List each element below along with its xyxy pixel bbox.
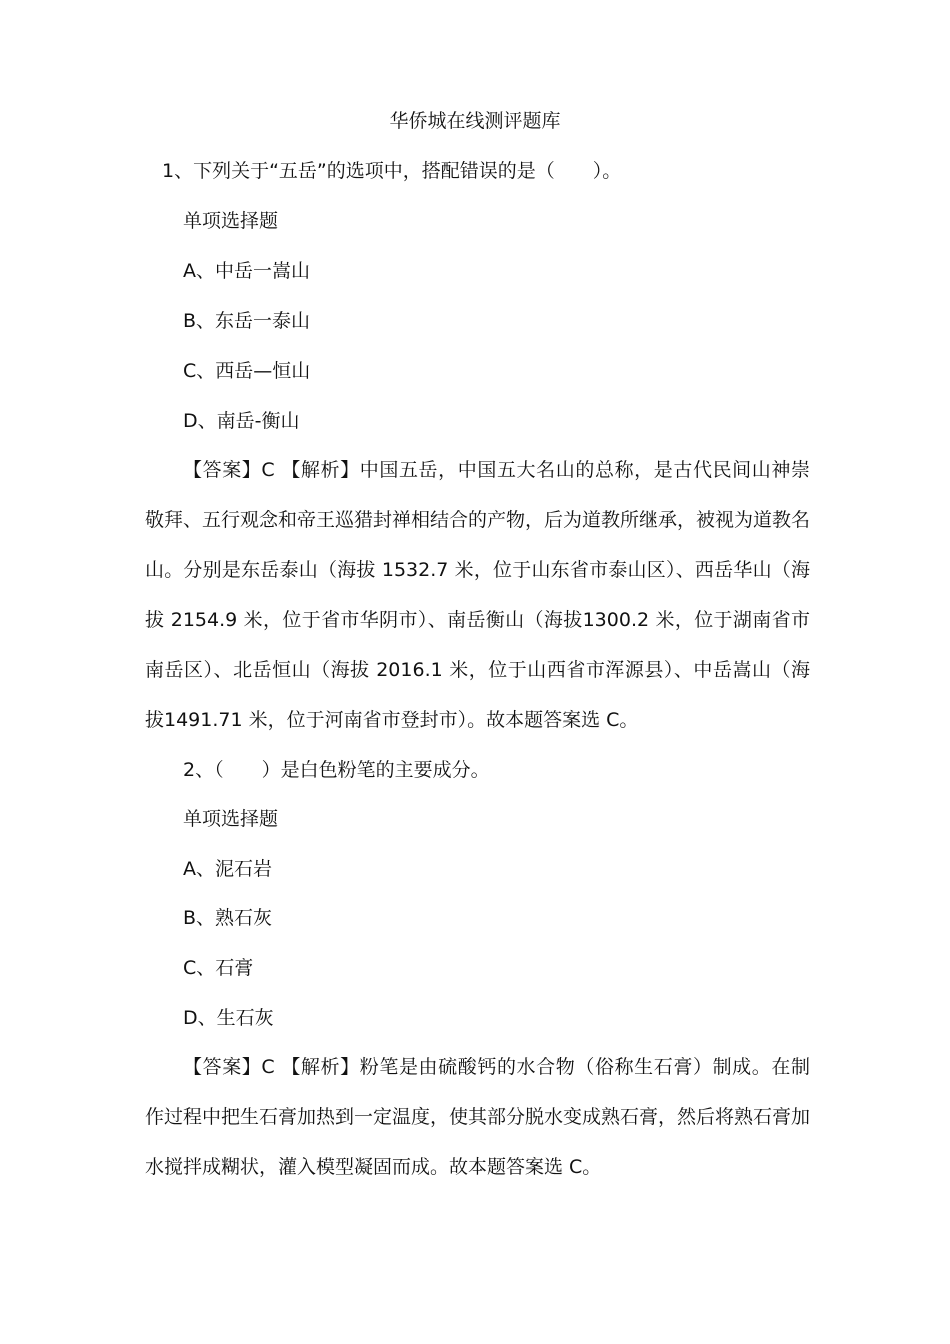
question-1-type: 单项选择题 — [183, 210, 279, 232]
question-2-answer-explanation: 【答案】C 【解析】粉笔是由硫酸钙的水合物（俗称生石膏）制成。在制作过程中把生石膏加热到一定温度，使其部分脱水变成熟石膏，然后将熟石膏加水搅拌成糊状，灌入模型凝固而成。故本题答案选 C。 — [145, 1056, 811, 1178]
document-title: 华侨城在线测评题库 — [389, 110, 561, 132]
question-1-option-c: C、西岳—恒山 — [183, 360, 311, 382]
question-1-option-b: B、东岳一泰山 — [183, 310, 311, 332]
question-2-type: 单项选择题 — [183, 808, 279, 830]
question-1-option-d: D、南岳-衡山 — [183, 410, 300, 432]
question-1-option-a: A、中岳一嵩山 — [183, 260, 310, 282]
question-2-option-c: C、石膏 — [183, 957, 254, 979]
question-1-stem: 1、下列关于“五岳”的选项中，搭配错误的是（ ）。 — [162, 160, 622, 182]
question-1-answer-explanation: 【答案】C 【解析】中国五岳，中国五大名山的总称，是古代民间山神崇敬拜、五行观念和帝王巡猎封禅相结合的产物，后为道教所继承，被视为道教名山。分别是东岳泰山（海拔 1532.7 米，位于山东省市泰山区）、西岳华山（海拔 2154.9 米，位于省市华阴市）、南岳衡山（海拔1300.2 米，位于湖南省市南岳区）、北岳恒山（海拔 2016.1 米，位于山西省市浑源县）、中岳嵩山（海拔1491.71 米，位于河南省市登封市）。故本题答案选 C。 — [145, 459, 811, 731]
question-2-option-b: B、熟石灰 — [183, 907, 273, 929]
question-2-stem: 2、（ ）是白色粉笔的主要成分。 — [183, 759, 490, 781]
question-2-option-d: D、生石灰 — [183, 1007, 274, 1029]
question-2-option-a: A、泥石岩 — [183, 858, 272, 880]
